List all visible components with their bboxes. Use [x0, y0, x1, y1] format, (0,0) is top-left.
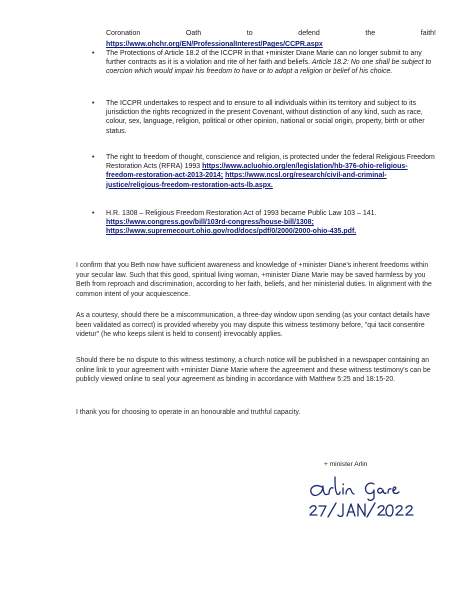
signature-block: [300, 461, 450, 521]
word: Oath: [185, 30, 202, 37]
bullet-icon: •: [92, 50, 95, 57]
bullet-item: [92, 209, 436, 237]
body-paragraph: I thank you for choosing to operate in an honourable and truthful capacity.: [76, 409, 301, 416]
bullet-item: [92, 49, 436, 77]
bullet-text: The Protections of Article 18.2 of the ICCPR in that +minister Diane Marie can no longer submit to any further contracts as it is a violation and rite of her faith and beliefs.: [106, 50, 422, 67]
word: Coronation: [106, 30, 141, 37]
congress-link[interactable]: https://www.congress.gov/bill/103rd-congress/house-bill/1308;: [106, 219, 314, 227]
ohchr-link-line: [106, 40, 436, 49]
word: defend: [298, 30, 320, 37]
word: the: [365, 30, 376, 37]
body-paragraph: Should there be no dispute to this witness testimony, a church notice will be published in a newspaper containing an online link to your agreement with +minister Diane Marie where the agreement and these witness testimony's can be publicly viewed online to seal your agreement as binding in accordance with Matthew 5:25 and 18:15-20.: [76, 357, 431, 384]
bullet-icon: •: [92, 154, 95, 161]
handwritten-signature: [300, 467, 450, 521]
bullet-text: The right to freedom of thought, conscience and religion, is protected under the federal Religious Freedom Restoration Acts (RFRA) 1993: [106, 154, 435, 171]
supremecourt-link[interactable]: https://www.supremecourt.ohio.gov/rod/docs/pdf/0/2000/2000-ohio-435.pdf.: [106, 228, 357, 236]
aclu-link[interactable]: https://www.acluohio.org/en/legislation/hb-376-ohio-religious-freedom-restoration-act-2013-2014;: [106, 163, 408, 180]
bullet-text: The ICCPR undertakes to respect and to ensure to all individuals within its territory and subject to its jurisdiction the rights recognized in the present Covenant, without distinction of any kind, such as race, colour, sex, language, religion, political or other opinion, national or social origin, property, birth or other status.: [106, 100, 425, 135]
coronation-line: [106, 30, 436, 37]
bullet-text: H.R. 1308 – Religious Freedom Restoration Act of 1993 became Public Law 103 – 141.: [106, 210, 377, 217]
ncsl-link[interactable]: https://www.ncsl.org/research/civil-and-criminal-justice/religious-freedom-restoration-acts-lb.aspx.: [106, 172, 387, 189]
word: to: [246, 30, 253, 37]
word: faith!: [420, 30, 436, 37]
ohchr-link[interactable]: https://www.ohchr.org/EN/ProfessionalInterest/Pages/CCPR.aspx: [106, 41, 323, 48]
body-paragraph: As a courtesy, should there be a miscommunication, a three-day window upon sending (as your contact details have been validated as correct) is provided whereby you may dispute this witness testimony before, "qui tacit consentire videtur" (he who keeps silent is held to consent) irrevocably applies.: [76, 312, 430, 339]
body-paragraph: I confirm that you Beth now have sufficient awareness and knowledge of +minister Diane's inherent freedoms within your secular law. Such that this good, spiritual living woman, +minister Diane Marie may be saved harmless by you Beth from reproach and discrimination, according to her faith, beliefs, and her ministerial duties. In alignment with the common intent of your acquiescence.: [76, 262, 432, 299]
bullet-italic: Article 18.2: No one shall be subject to coercion which would impair his freedom to have or to adopt a religion or belief of his choice.: [106, 59, 432, 76]
bullet-icon: •: [92, 210, 95, 217]
bullet-item: [92, 99, 436, 136]
bullet-item: [92, 153, 436, 190]
signer-name: + minister Arlin: [324, 461, 368, 468]
bullet-icon: •: [92, 100, 95, 107]
